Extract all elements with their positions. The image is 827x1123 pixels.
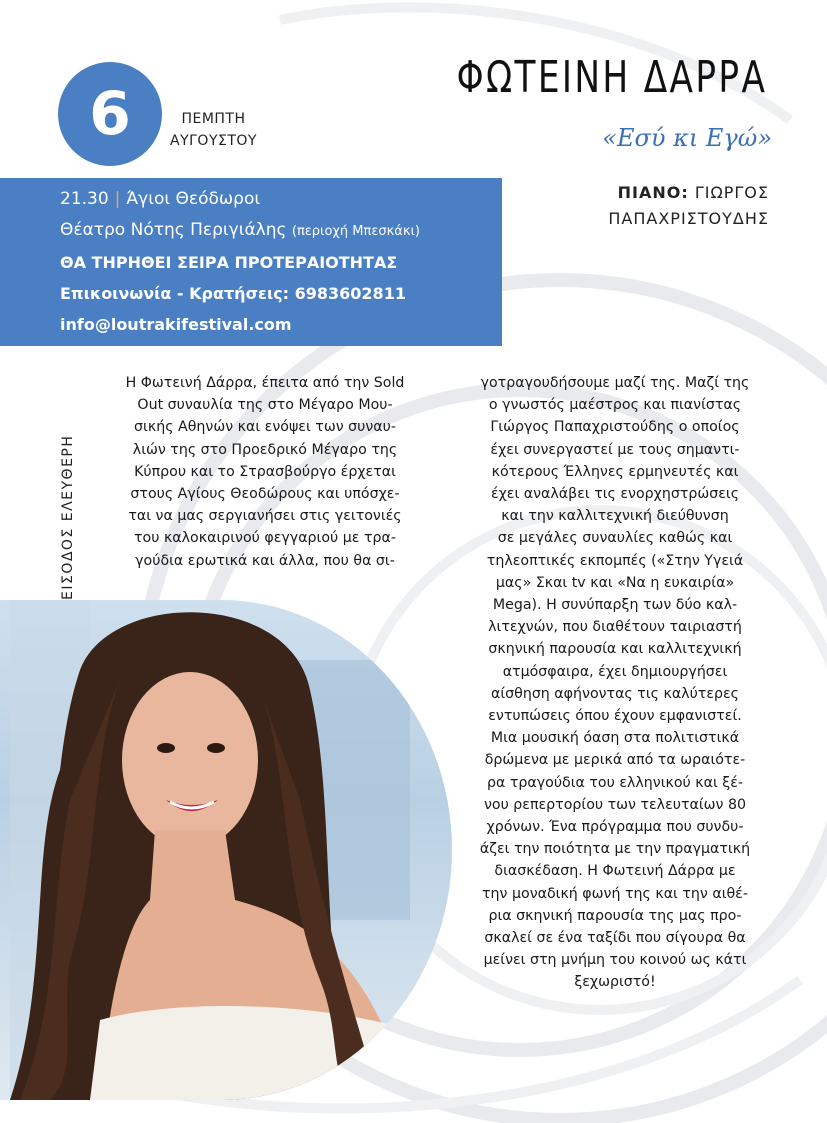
event-place: Άγιοι Θεόδωροι: [126, 189, 261, 209]
body-text-line: λιτεχνών, που διαθέτουν ταιριαστή: [488, 619, 742, 636]
contact-email[interactable]: info@loutrakifestival.com: [60, 315, 292, 334]
month: ΑΥΓΟΥΣΤΟΥ: [170, 133, 257, 149]
priority-notice: ΘΑ ΤΗΡΗΘΕΙ ΣΕΙΡΑ ΠΡΟΤΕΡΑΙΟΤΗΤΑΣ: [60, 253, 398, 272]
body-text-line: ται να μας σεργιανήσει στις γειτονιές: [128, 508, 402, 525]
body-text-line: και την καλλιτεχνική διεύθυνση: [501, 508, 729, 525]
body-text-line: μας» Σκαι tv και «Να η ευκαιρία»: [495, 574, 735, 591]
body-text-line: στους Αγίους Θεοδώρους και υπόσχε-: [130, 486, 400, 503]
body-text-line: κότερους Έλληνες ερμηνευτές και: [491, 463, 739, 480]
body-text-right-column: [455, 372, 775, 994]
body-text-line: τηλεοπτικές εκπομπές («Στην Υγειά: [486, 552, 744, 569]
body-text-line: Γιώργος Παπαχριστούδης ο οποίος: [490, 419, 740, 436]
separator: |: [114, 189, 121, 209]
event-info-box: [0, 178, 502, 346]
body-text-line: άζει την ποιότητα με την πραγματική: [479, 841, 751, 858]
body-text-line: του καλοκαιρινού φεγγαριού με τρα-: [134, 530, 396, 547]
body-text-line: εντυπώσεις όπου έχουν εμφανιστεί.: [488, 708, 742, 725]
body-text-line: σκηνική παρουσία και καλλιτεχνική: [488, 641, 742, 658]
portrait-illustration: [0, 600, 452, 1100]
body-text-line: μείνει στη μνήμη του κοινού ως κάτι: [483, 952, 747, 969]
day-label: [170, 108, 257, 152]
show-title: «Εσύ κι Εγώ»: [602, 124, 772, 152]
body-text-line: έχει αναλάβει τις ενορχηστρώσεις: [490, 486, 740, 503]
contact-phone: Επικοινωνία - Κρατήσεις: 6983602811: [60, 284, 406, 303]
day-number: 6: [89, 79, 131, 149]
body-text-line: αίσθηση αφήνοντας τις καλύτερες: [491, 685, 739, 702]
body-text-line: Mega). Η συνύπαρξη των δύο καλ-: [492, 597, 738, 614]
piano-label: ΠΙΑΝΟ:: [617, 183, 689, 202]
body-text-line: Out συναυλία της στο Μέγαρο Μου-: [137, 397, 393, 414]
body-text-line: Μια μουσική όαση στα πολιτιστικά: [490, 730, 740, 747]
body-text-line: σε μεγάλες συναυλίες καθώς και: [497, 530, 733, 547]
body-text-line: δρώμενα με μερικά από τα ωραιότε-: [484, 752, 746, 769]
weekday: ΠΕΜΠΤΗ: [181, 111, 246, 127]
body-text-line: χρόνων. Ένα πρόγραμμα που συνδυ-: [486, 819, 744, 836]
venue-note: (περιοχή Μπεσκάκι): [291, 224, 420, 239]
body-text-line: την μοναδική φωνή της και την αιθέ-: [482, 885, 748, 902]
body-text-line: σικής Αθηνών και ενόψει των συναυ-: [134, 419, 396, 436]
body-text-line: νου ρεπερτορίου των τελευταίων 80: [483, 796, 747, 813]
body-text-line: λιών της στο Προεδρικό Μέγαρο της: [132, 441, 398, 458]
body-text-line: ο γνωστός μαέστρος και πιανίστας: [488, 397, 742, 414]
body-text-line: διασκέδαση. Η Φωτεινή Δάρρα με: [494, 863, 736, 880]
body-text-line: γούδια ερωτικά και άλλα, που θα σι-: [135, 552, 395, 569]
body-text-line: ατμόσφαιρα, έχει δημιουργήσει: [502, 663, 728, 680]
body-text-line: ξεχωριστό!: [574, 974, 656, 991]
day-number-badge: [58, 62, 162, 166]
artist-name: ΦΩΤΕΙΝΗ ΔΑΡΡΑ: [456, 52, 767, 103]
free-entry-label: ΕΙΣΟΔΟΣ ΕΛΕΥΘΕΡΗ: [60, 434, 76, 600]
body-text-line: έχει συνεργαστεί με τους σημαντι-: [490, 441, 740, 458]
piano-credit: [608, 180, 769, 232]
body-text-line: Η Φωτεινή Δάρρα, έπειτα από την Sold: [125, 375, 405, 391]
time-place-line: [60, 184, 502, 215]
artist-portrait-photo: [0, 600, 452, 1100]
body-text-line: Κύπρου και το Στρασβούργο έρχεται: [134, 463, 396, 480]
body-text-line: σκαλεί σε ένα ταξίδι που σίγουρα θα: [484, 930, 746, 947]
venue-name: Θέατρο Νότης Περιγιάλης: [60, 220, 287, 240]
body-text-left-column: [100, 372, 430, 572]
pianist-first-name: ΓΙΩΡΓΟΣ: [694, 183, 769, 202]
event-time: 21.30: [60, 189, 109, 209]
body-text-line: γοτραγουδήσουμε μαζί της. Μαζί της: [480, 375, 750, 391]
venue-line: [60, 215, 502, 247]
pianist-last-name: ΠΑΠΑΧΡΙΣΤΟΥΔΗΣ: [608, 209, 769, 228]
body-text-line: ρια σκηνική παρουσία της μας προ-: [488, 907, 742, 924]
body-text-line: ρα τραγούδια του ελληνικού και ξέ-: [487, 774, 743, 791]
